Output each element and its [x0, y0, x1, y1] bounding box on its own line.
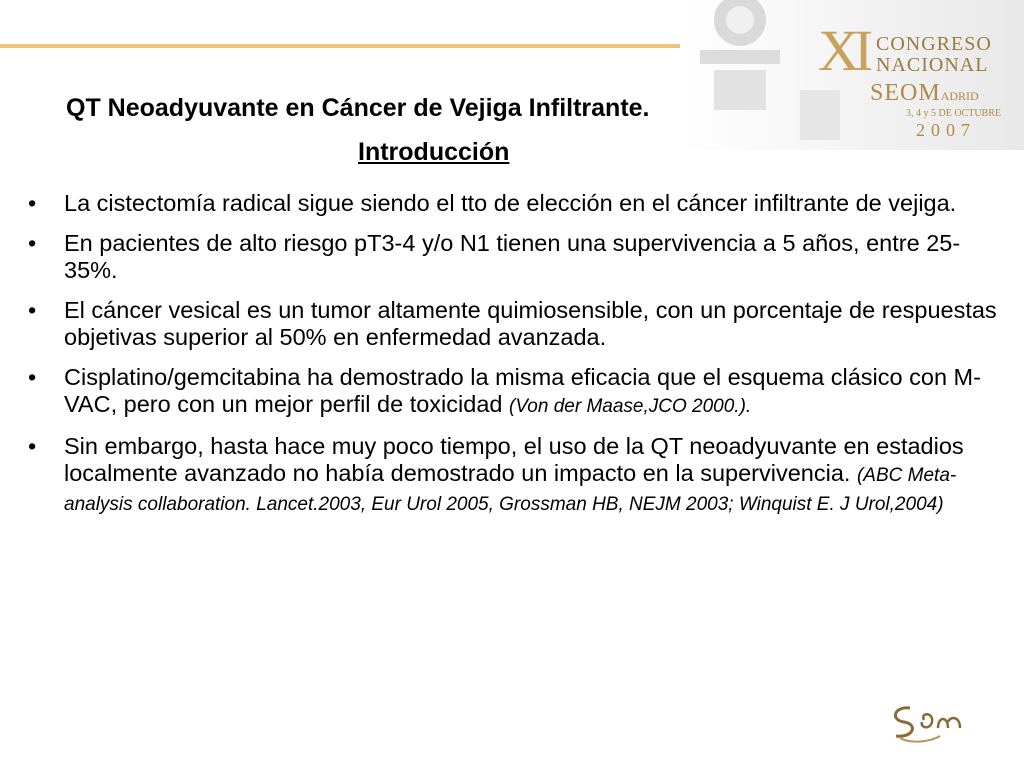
bullet-text: La cistectomía radical sigue siendo el tto de elección en el cáncer infiltrante de vejiga. [64, 190, 957, 216]
bullet-text: El cáncer vesical es un tumor altamente quimiosensible, con un porcentaje de respuestas objetivas superior al 50% en enfermedad avanzada. [64, 297, 997, 350]
logo-city: ADRID [940, 89, 979, 103]
bullet-marker: • [28, 433, 37, 459]
logo-org: SEOM [870, 80, 941, 106]
bullet-citation: (ABC Meta-analysis collaboration. Lancet.2003, Eur Urol 2005, Grossman HB, NEJM 2003; Winquist E. J Urol,2004) [64, 465, 957, 515]
seom-signature-logo [880, 698, 976, 746]
bullet-marker: • [28, 230, 37, 256]
logo-year: 2007 [916, 120, 976, 140]
logo-seom-madrid [870, 80, 979, 107]
logo-congress-text [876, 34, 992, 76]
logo-line-congreso: CONGRESO [876, 33, 992, 55]
bullet-item [28, 297, 1003, 351]
congress-logo [680, 0, 1024, 150]
bullet-list [28, 190, 1003, 531]
logo-roman-numeral: XI [818, 18, 868, 83]
bullet-item [28, 364, 1003, 420]
bullet-marker: • [28, 364, 37, 390]
bullet-text: En pacientes de alto riesgo pT3-4 y/o N1 tienen una supervivencia a 5 años, entre 25-35%. [64, 230, 961, 283]
bullet-item [28, 190, 1003, 217]
bullet-text: Sin embargo, hasta hace muy poco tiempo, el uso de la QT neoadyuvante en estadios localmente avanzado no había demostrado un impacto en la supervivencia. [64, 433, 964, 486]
bullet-text: Cisplatino/gemcitabina ha demostrado la misma eficacia que el esquema clásico con M-VAC, pero con un mejor perfil de toxicidad [64, 364, 981, 417]
logo-dates: 3, 4 y 5 DE OCTUBRE [906, 108, 1001, 119]
bullet-marker: • [28, 190, 37, 216]
logo-line-nacional: NACIONAL [876, 54, 989, 76]
slide-title: QT Neoadyuvante en Cáncer de Vejiga Infiltrante. [66, 94, 650, 122]
slide-subtitle: Introducción [358, 138, 510, 166]
bullet-item [28, 230, 1003, 284]
bullet-item [28, 433, 1003, 518]
bullet-citation: (Von der Maase,JCO 2000.). [509, 396, 752, 417]
bullet-marker: • [28, 297, 37, 323]
